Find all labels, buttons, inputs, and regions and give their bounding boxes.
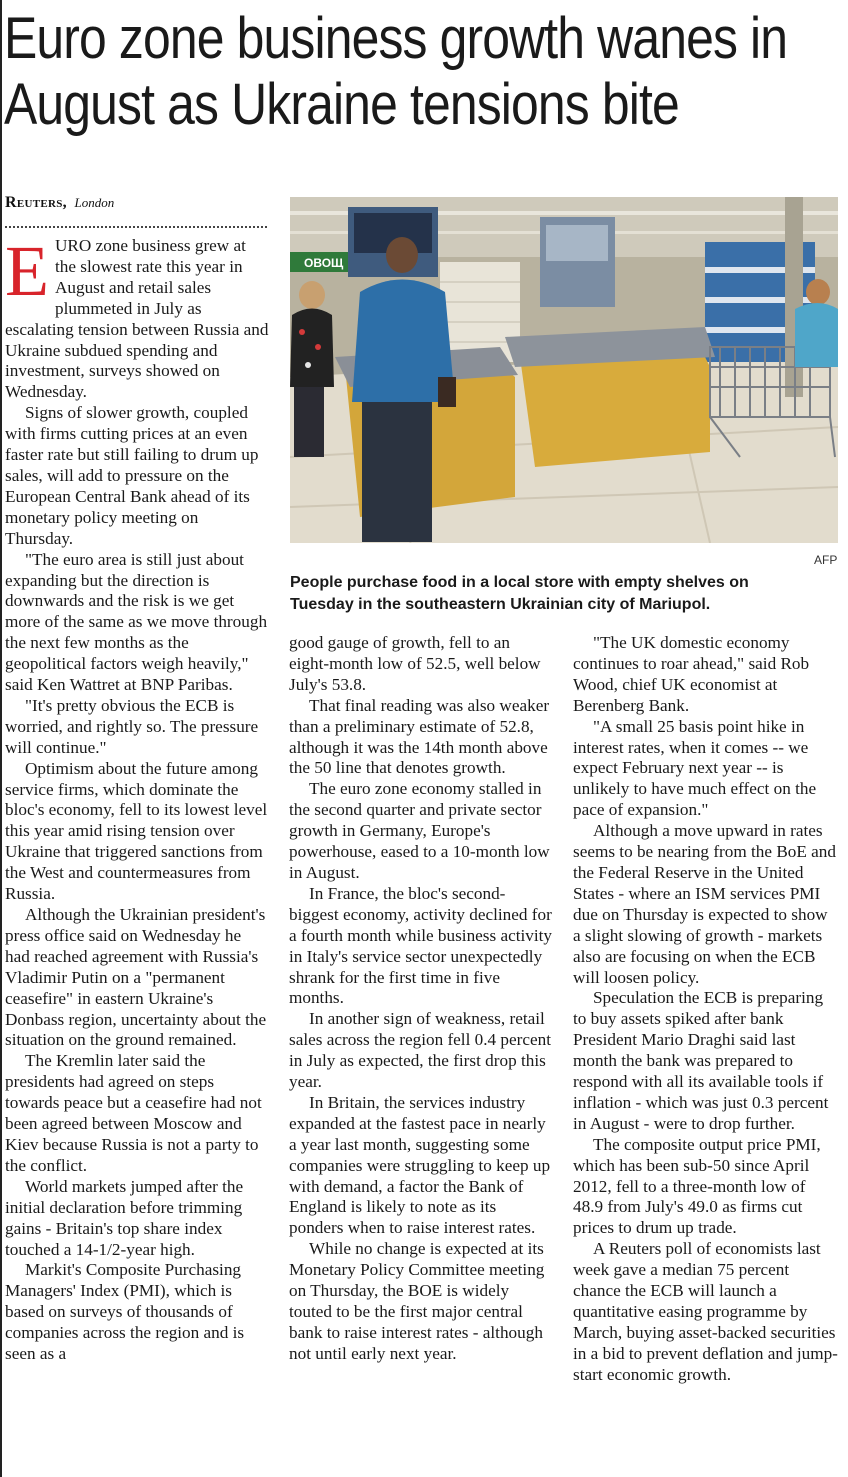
paragraph: good gauge of growth, fell to an eight-month low of 52.5, well below July's 53.8. — [289, 633, 541, 694]
paragraph: Optimism about the future among service firms, which dominate the bloc's economy, fell to its lowest level this year amid rising tension over Ukraine that triggered sanctions from the West and countermeasures from Russia. — [5, 758, 268, 904]
byline — [5, 194, 114, 212]
paragraph: Markit's Composite Purchasing Managers' Index (PMI), which is based on surveys of thousands of companies across the region and is seen as a — [5, 1260, 245, 1364]
paragraph: Speculation the ECB is preparing to buy assets spiked after bank President Mario Draghi said last month the bank was prepared to respond with all its available tools if inflation - which was just 0.3 percent in August - were to drop further. — [573, 988, 829, 1133]
dotted-divider — [5, 226, 267, 228]
page-edge-rule — [0, 0, 2, 1477]
byline-city: London — [74, 195, 115, 210]
headline: Euro zone business growth wanes in August as Ukraine tensions bite — [4, 6, 788, 137]
paragraph: "The euro area is still just about expanding but the direction is downwards and the risk is we get more of the same as we move through the next few months as the geopolitical factors weigh heavily," said Ken Wattret at BNP Paribas. — [5, 549, 268, 695]
paragraph: Although the Ukrainian president's press office said on Wednesday he had reached agreement with Russia's Vladimir Putin on a "permanent ceasefire" in eastern Ukraine's Donbass region, uncertainty about the situation on the ground remained. — [5, 905, 267, 1050]
drop-cap: E — [5, 231, 49, 311]
photo-credit: AFP — [814, 553, 838, 567]
article-column-1 — [5, 231, 270, 1365]
byline-agency: Reuters, — [5, 194, 67, 211]
paragraph: World markets jumped after the initial declaration before trimming gains - Britain's top share index touched a 14-1/2-year high. — [5, 1176, 244, 1259]
paragraph: The composite output price PMI, which has been sub-50 since April 2012, fell to a three-month low of 48.9 from July's 49.0 as firms cut prices to drum up trade. — [573, 1134, 821, 1238]
news-photo — [290, 197, 838, 543]
paragraph: In Britain, the services industry expanded at the fastest pace in nearly a year last month, suggesting some companies were struggling to keep up with demand, a factor the Bank of England is likely to note as its ponders when to raise interest rates. — [289, 1092, 551, 1238]
paragraph: In another sign of weakness, retail sales across the region fell 0.4 percent in July as expected, the first drop this year. — [289, 1009, 552, 1092]
paragraph: URO zone business grew at the slowest rate this year in August and retail sales plummeted in July as escalating tension between Russia and Ukraine subdued spending and investment, surveys showed on Wednesday. — [5, 236, 269, 402]
paragraph: While no change is expected at its Monetary Policy Committee meeting on Thursday, the BOE is widely touted to be the first major central bank to raise interest rates - although not until early next year. — [289, 1239, 545, 1363]
article-column-2 — [289, 633, 554, 1365]
article-column-3 — [573, 633, 838, 1386]
photo-sign-text: ОВОЩ — [304, 256, 344, 270]
supermarket-photo-illustration — [290, 197, 838, 543]
paragraph: "It's pretty obvious the ECB is worried, and rightly so. The pressure will continue." — [5, 695, 259, 757]
paragraph: A Reuters poll of economists last week gave a median 75 percent chance the ECB will launch a quantitative easing programme by March, buying asset-backed securities in a bid to prevent deflation and jump-start economic growth. — [573, 1239, 838, 1384]
paragraph: The euro zone economy stalled in the second quarter and private sector growth in Germany, Europe's powerhouse, eased to a 10-month low in August. — [289, 779, 550, 882]
paragraph: The Kremlin later said the presidents had agreed on steps towards peace but a ceasefire had not been agreed between Moscow and Kiev because Russia is not a party to the conflict. — [5, 1051, 262, 1175]
paragraph: In France, the bloc's second-biggest economy, activity declined for a fourth month while business activity in Italy's service sector unexpectedly shrank for the first time in five months. — [289, 883, 553, 1008]
paragraph: Signs of slower growth, coupled with firms cutting prices at an even faster rate but still failing to drum up sales, will add to pressure on the European Central Bank ahead of its monetary policy meeting on Thursday. — [5, 403, 259, 548]
paragraph: Although a move upward in rates seems to be nearing from the BoE and the Federal Reserve in the United States - where an ISM services PMI due on Thursday is expected to show a slight slowing of growth - markets also are focusing on when the ECB will loosen policy. — [573, 821, 836, 987]
paragraph: "The UK domestic economy continues to roar ahead," said Rob Wood, chief UK economist at Berenberg Bank. — [573, 633, 810, 715]
paragraph: That final reading was also weaker than a preliminary estimate of 52.8, although it was the 14th month above the 50 line that denotes growth. — [289, 695, 550, 778]
paragraph: "A small 25 basis point hike in interest rates, when it comes -- we expect February next year -- is unlikely to have much effect on the pace of expansion." — [573, 716, 817, 820]
photo-caption: People purchase food in a local store with empty shelves on Tuesday in the southeastern Ukrainian city of Mariupol. — [290, 574, 749, 613]
